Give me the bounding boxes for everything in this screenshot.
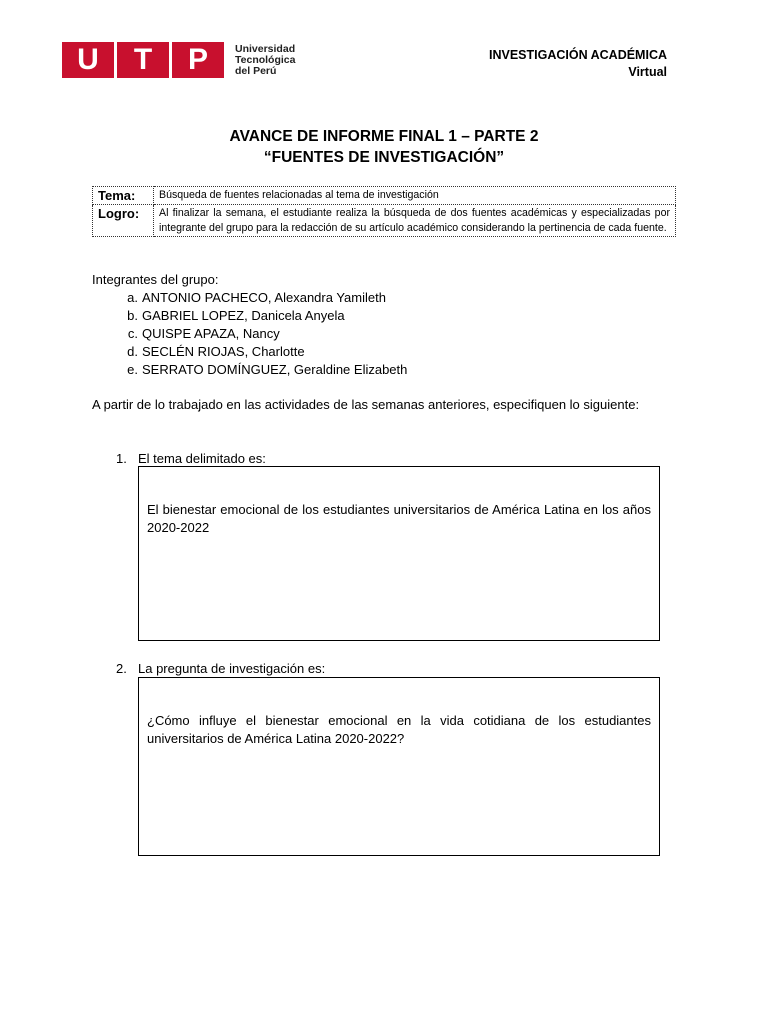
members-heading: Integrantes del grupo: (92, 272, 219, 287)
list-item (92, 325, 407, 343)
members-list (92, 289, 407, 379)
intro-paragraph: A partir de lo trabajado en las actividades de las semanas anteriores, especifiquen lo siguiente: (92, 397, 640, 412)
tema-value: Búsqueda de fuentes relacionadas al tema de investigación (154, 187, 676, 205)
list-item (92, 307, 407, 325)
logro-row (93, 205, 676, 237)
member-name: SERRATO DOMÍNGUEZ, Geraldine Elizabeth (142, 362, 408, 377)
member-name: SECLÉN RIOJAS, Charlotte (142, 344, 305, 359)
title-line-2: “FUENTES DE INVESTIGACIÓN” (263, 149, 505, 166)
question-label: La pregunta de investigación es: (138, 661, 326, 676)
question-number: 2. (116, 661, 127, 676)
logro-label: Logro: (93, 205, 154, 237)
list-marker: e. (127, 362, 138, 377)
members-section (92, 271, 407, 379)
question-2-label (116, 660, 325, 678)
info-table (92, 186, 676, 237)
answer-text: ¿Cómo influye el bienestar emocional en la vida cotidiana de los estudiantes universitarios de América Latina 2020-2022? (147, 713, 651, 746)
list-marker: b. (127, 308, 138, 323)
list-item (92, 361, 407, 379)
logo-line-2: Tecnológica (235, 53, 296, 66)
title-line-1: AVANCE DE INFORME FINAL 1 – PARTE 2 (229, 128, 539, 145)
question-label: El tema delimitado es: (138, 451, 266, 466)
tema-label: Tema: (93, 187, 154, 205)
course-mode: Virtual (628, 65, 667, 79)
logo-letter-u: U (62, 42, 114, 78)
answer-box-2 (138, 677, 660, 856)
course-name: INVESTIGACIÓN ACADÉMICA (488, 48, 667, 62)
list-marker: c. (127, 326, 138, 341)
document-title (0, 126, 768, 168)
logo-letter-t: T (117, 42, 169, 78)
answer-box-1 (138, 466, 660, 641)
member-name: QUISPE APAZA, Nancy (142, 326, 280, 341)
list-item (92, 343, 407, 361)
tema-row (93, 187, 676, 205)
logo-letter-p: P (172, 42, 224, 78)
logo-line-3: del Perú (235, 64, 277, 77)
answer-text: El bienestar emocional de los estudiantes universitarios de América Latina en los años 2020-2022 (147, 502, 651, 535)
logo-university-name (235, 44, 295, 77)
logo-line-1: Universidad (235, 42, 296, 55)
utp-logo (62, 42, 295, 78)
member-name: GABRIEL LOPEZ, Danicela Anyela (142, 308, 345, 323)
list-marker: d. (127, 344, 138, 359)
list-marker: a. (127, 290, 138, 305)
question-number: 1. (116, 451, 127, 466)
member-name: ANTONIO PACHECO, Alexandra Yamileth (142, 290, 386, 305)
logro-value: Al finalizar la semana, el estudiante realiza la búsqueda de dos fuentes académicas y especializadas por integrante del grupo para la redacción de su artículo académico considerando la pertinencia de cada fuente. (154, 205, 676, 237)
header-right (489, 47, 667, 81)
list-item (92, 289, 407, 307)
